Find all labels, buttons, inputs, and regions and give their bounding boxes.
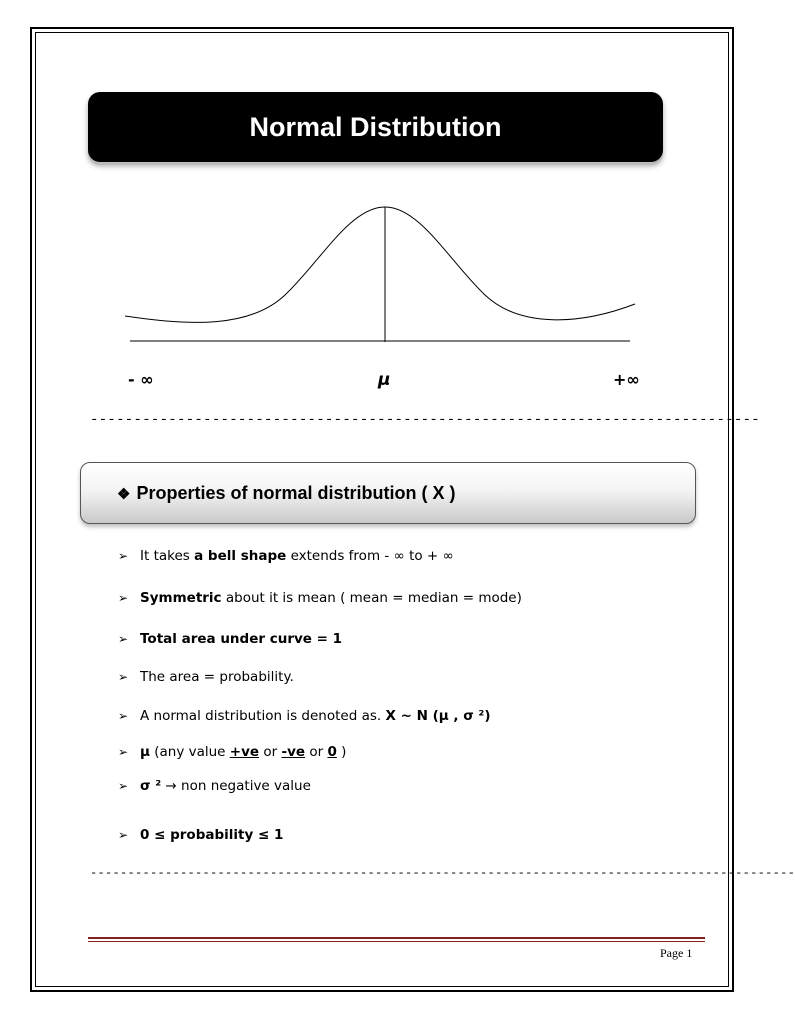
negative-infinity-label: - ∞ <box>128 370 154 389</box>
diamond-bullet-icon: ❖ <box>117 486 131 503</box>
property-segment: σ ² <box>140 778 162 794</box>
property-item <box>118 708 491 724</box>
property-segment: -ve <box>281 744 306 760</box>
properties-header-box <box>80 462 696 524</box>
property-segment: The area = probability. <box>140 669 294 685</box>
arrow-bullet-icon: ➢ <box>118 828 129 842</box>
property-segment: μ <box>140 744 150 760</box>
property-text <box>140 669 294 685</box>
property-segment: about it is mean ( mean = median = mode) <box>221 590 522 606</box>
property-text <box>140 827 283 843</box>
property-segment: extends from - ∞ to + ∞ <box>286 548 454 564</box>
property-segment: Total area under curve = 1 <box>140 631 343 647</box>
dashed-separator-bottom: ---------------------------------------------------------------------------------------------- <box>90 866 795 880</box>
arrow-bullet-icon: ➢ <box>118 779 129 793</box>
property-text <box>140 778 311 794</box>
arrow-bullet-icon: ➢ <box>118 745 129 759</box>
property-segment: +ve <box>229 744 260 760</box>
bell-curve <box>125 207 635 322</box>
property-text <box>140 631 342 647</box>
dashed-separator-top: ----------------------------------------------------------------------------- <box>90 412 761 428</box>
footer-rule-thin <box>88 941 705 942</box>
arrow-bullet-icon: ➢ <box>118 549 129 563</box>
mu-label: μ <box>378 370 391 390</box>
property-segment: or <box>259 744 282 760</box>
property-item <box>118 548 454 564</box>
property-segment: (any value <box>149 744 230 760</box>
title-banner <box>88 92 663 162</box>
page-title: Normal Distribution <box>249 111 502 142</box>
property-segment: a bell shape <box>194 548 287 564</box>
arrow-bullet-icon: ➢ <box>118 591 129 605</box>
property-item <box>118 744 346 760</box>
property-item <box>118 827 283 843</box>
property-text <box>140 590 522 606</box>
property-item <box>118 631 342 647</box>
property-text <box>140 744 346 760</box>
page-number: Page 1 <box>660 946 693 960</box>
property-text <box>140 548 454 564</box>
properties-heading <box>117 483 455 504</box>
property-segment: X ~ N (μ , σ ²) <box>385 708 491 724</box>
property-segment: It takes <box>140 548 195 564</box>
arrow-bullet-icon: ➢ <box>118 709 129 723</box>
property-item <box>118 590 522 606</box>
property-segment: or <box>305 744 328 760</box>
property-segment: Symmetric <box>140 590 222 606</box>
footer-rule <box>88 937 705 939</box>
arrow-bullet-icon: ➢ <box>118 632 129 646</box>
properties-heading-text: Properties of normal distribution ( X ) <box>136 483 456 503</box>
property-segment: 0 <box>327 744 337 760</box>
property-segment: 0 ≤ probability ≤ 1 <box>140 827 284 843</box>
property-segment: A normal distribution is denoted as. <box>140 708 386 724</box>
bell-curve-diagram <box>110 195 650 355</box>
property-item <box>118 778 311 794</box>
property-text <box>140 708 491 724</box>
property-segment: ) <box>336 744 347 760</box>
arrow-bullet-icon: ➢ <box>118 670 129 684</box>
property-segment: → non negative value <box>161 778 311 794</box>
property-item <box>118 669 294 685</box>
positive-infinity-label: +∞ <box>613 370 640 389</box>
